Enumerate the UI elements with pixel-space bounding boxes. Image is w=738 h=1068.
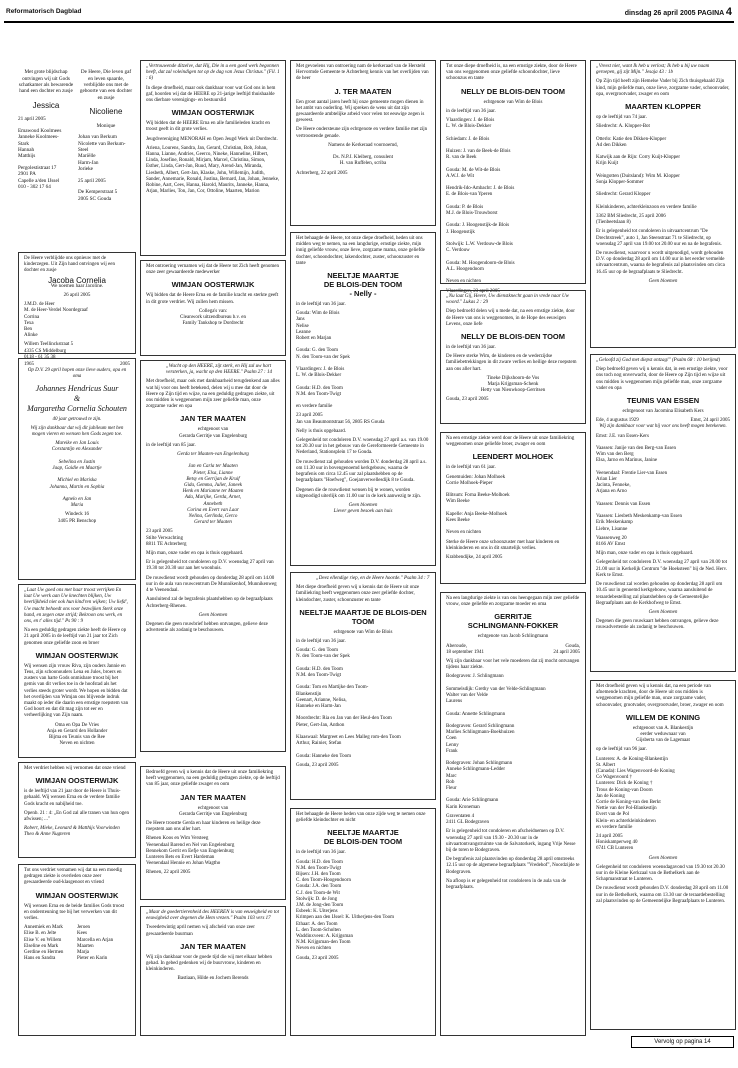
obituary-oosterwijk-family: „Laat Uw goed ons met haar troost verrijken En laat Uw werk aan Uw knechten blijken, Uw heerlijkheid niet ook hun kind'ren wijken; Uw liefd', Uw macht behoedt ons voor bezwijken Sterk onze hand, en zegen onze strijd; Bekroon ons werk, en ons, en t' alles tijd." Ps 90 : 9 Na een geduldig gedragen ziekte heeft de Heere op 21 april 2005 in de leeftijd van 21 jaar tot Zich genomen onze geliefde zoon en broer WIMJAN OOSTERWIJK Wij wensen zijn vrouw Riva, zijn ouders Jannie en Teus, zijn schoonouders Lena en Jules, broers en zusters van harte Gods onmisbare troost bij het gemis van dit verlies toe in de hoofstad als het verlies steeds groter wordt. We hopen en bidden dat het overlijden van Wimjan ons blijvende indruk maakt op ieder die daarin een ernstige roepstem van God hoort en dat dit mag zijn tot eer en verheerlijking van Zijn naam. Oma en Opa De Vries Anja en Gerard den Hollander Bijma en Teunis van de Ree Neven en nichten [18,584,136,758]
continued-on-page-link[interactable]: Vervolg op pagina 14 [631,1036,734,1048]
obituary-schlingmann: Na een langdurige ziekte is van ons heengegaan mijn zeer geliefde vrouw, onze geliefde en zorgzame moeder en oma GERRITJE SCHLINGMANN-FOKKER echtgenote van Jacob Schlingmann Aberoude, 18 september 1941 Gouda, 24 april 2005 Wij zijn dankbaar voor het vele moederen dat zij mocht ontvangen tijdens haar ziekte. Bodegraven: J. Schlingmann Sommelsdijk: Grethy van der Velde-Schlingmann Walter van der Velde Laurens Gouda: Annette Schlingmann Bodegraven: Gerard Schlingmann Marlies Schlingmann-Boekhuizen Coen Lenny Frank Bodegraven: Johan Schlingmann Anneke Schlingmann-Ledder Marc Rob Fleur Gouda: Arie Schlingmann Karin Kroneman Graventaten 4 2411 GL Bodegraven Er is gelegenheid tot condoleren en afscheidnemen op D.V. woensdag 27 april van 19.30 - 20.30 uur in de uitvaartontvangstruimte van de Salvatorkerk, ingang Vrije Nesse bij de toren te Bodegraven. De begrafenis zal plaatsvinden op donderdag 28 april omstreeks 12.15 uur op de algemene begraafplaats "Vredehof", Noordzijde te Bodegraven. Na afloop is er gelegenheid tot condoleren in de aula van de begraafplaats. [440,592,586,1036]
obituary-de-koning: Met droefheid geven wij u kennis dat, na een periode van afnemende krachten, door de Heere uit ons midden is weggenomen mijn geliefde man, onze zorgzame vader, schoonvader, grootvader, overgrootvader, broer, zwager en oom WILLEM DE KONING echtgenoot van A. Blankestijn eerder weduwnaar van Gijsberta van de Lagemaat op de leeftijd van 96 jaar. Lunteren: A. de Koning-Blankestijn St. Albert (Canada): Lies Wagenvoord-de Koning Co Wagenvoord † Lunteren: Dick de Koning † Trous de Koning-van Doorn Jan de Koning Corrie de Koning-van den Berkt Nettie van der Pol-Blankestijn Evert van de Pol Klein- en achterkleinkinderen en verdere familie 24 april 2005 Honiskamperweg 40 6741 CB Lunteren Geen bloemen Gelegenheid tot condoleren woensdagavond van 19.30 tot 20.30 uur in de Kleine Kerkzaal van de Bethelkerk aan de Schapmanstraat te Lunteren. De rouwdienst wordt gehouden D.V. donderdag 28 april om 11.00 uur in de Bethelkerk, waarna om 13.30 uur de teraardebestelling zal plaatsvinden op de Gemeentelijke Begraafplaats te Lunteren. [590,680,736,1030]
obituary-ter-maaten-relatives: Bedroefd geven wij u kennis dat de Heere uit onze familiekring heeft weggenomen, na een geduldig gedragen ziekte, op de leeftijd van 85 jaar, onze geliefde zwager en oom JAN TER MAATEN echtgenoot van Gerarda Gerritje van Engelenburg De Heere troostte Gerda en haar kinderen en heilige deze roepstem aan ons aller hart. Rhenen Koos en Wim Versteeg Veenendaal Barend en Nel van Engelenburg Bennekom Gerrit en Eefje van Engelenburg Lunteren Bets en Evert Hardeman Veenendaal Hennie en Johan Wagtho Rhenen, 22 april 2005 [140,766,286,900]
obituary-oosterwijk-friend: Met verdriet hebben wij vernomen dat onze vriend WIMJAN OOSTERWIJK is de leeftijd van 21 jaar door de Heere is Thuis-gehaald. Wij wensen Erna en de verdere familie Gods kracht en nabijheid toe. Openb. 21 : 4: „En God zal alle tranen van hun ogen afwissen; ..." Robert, Mieke, Leonard & Matthijs Voorwinden Theo & Anne Nugteren [18,762,136,858]
obituary-ter-maaten-family: „Wacht op den HEERE, zijt sterk, en Hij zal uw hart versterken, ja, wacht op den HEERE." Psalm 27 : 14 Met droefheid, maar ook met dankbaarheid terugdenkend aan alles wat hij voor ons heeft betekend, delen wij u mee dat door de Heere op Zijn tijd en wijze, na een geduldig gedragen ziekte, uit ons midden is weggenomen mijn zeer geliefde man, onze zorgzame vader en opa JAN TER MAATEN echtgenoot van Gerarda Gerritje van Engelenburg in de leeftijd van 85 jaar. Gerda ter Maaten-van Engelenburg Jan en Carla ter Maaten Pieter, Elsa, Lianne Betsy en Gerrijan de Kruif Gida, Gemma, Juliet, Janeek Henk en Marianne ter Maaten Ada, Marijke, Gerda, Arnet, Annebeth Corina en Evert van Laar Nelina, Gerlinda, Gerco Gerard ter Maaten 23 april 2005 Stilte Verwachting 8811 TE Achterberg Mijn man, onze vader en opa is thuis opgebaard. Er is gelegenheid tot condoleren op D.V. woensdag 27 april van 19.30 tot 20.30 uur aan het woonhuis. De rouwdienst wordt gehouden op donderdag 28 april om 14.00 uur in de aula van rouwcentrum De Munnikenhof, Munnikenweg 4 te Veenendaal. Aansluitend zal de begrafenis plaatshebben op de begraafplaats Achterberg-Rhenen. Geen bloemen Degenen die geen rouwbrief hebben ontvangen, gelieve deze advertentie als zodanig te beschouwen. [140,360,286,752]
wedding-anniversary-notice: 1965 2005 Op D.V. 29 april hopen onze lieve ouders, opa en oma Johannes Hendricus Suur & Margaretha Cornelia Schouten 40 jaar getrouwd te zijn. Wij zijn dankbaar dat wij dit jubileum met hen mogen vieren en wensen hen Gods zegen toe. Mareike en Jan Louis Corstantijn en Alexander Sebelina en Justin Jaap, Gaidie en Maartje Michiel en Mariska Johanna, Martin en Sophia Agnelo en Jan Maria Windeck 16 3405 PR Benschop [18,358,136,580]
obituary-ter-maaten-church: Met gevoelens van ontroering nam de kerkeraad van de Hersteld Hervormde Gemeente te Achterberg kennis van het overlijden van de heer J. TER MAATEN Een groot aantal jaren heeft hij onze gemeente mogen dienen in het ambt van ouderling. Wij spreken de wens uit dat zijn gewaardeerde ambtelijke arbeid voor velen tot eeuwige zegen is geweest. De Heere ondersteune zijn echtgenote en verdere familie met zijn vertroostende genade. Namens de Kerkeraad voornoemd, Ds. N.P.J. Kleiberg, consulent H. van Ruffelen, scriba Achterberg, 22 april 2005 [290,60,436,226]
classmate-names: Annemiek en Mark Elise B. en Jelte Elise V. en Willem Elseline en Mark Gerdine en Hermen Hans en Sandra Jeroen Kees Marcella en Arjan Maarten Marja Pieter en Karin [24,925,114,962]
life-dates: Aberoude, 18 september 1941 Gouda, 24 april 2005 [446,643,580,655]
obituary-ter-maaten-neighbours: „Maar de goedertierenheid des HEEREN is van eeuwigheid en tot eeuwigheid over degenen die Hem vrezen." Psalm 103 vers 17 Tweedetwintig april nemen wij afscheid van onze zeer gewaardeerde buurman JAN TER MAATEN Wij zijn dankbaar voor de goede tijd die wij met elkaar hebben gehad. In gebed gedenken wij de buurvrouw, kinderen en kleinkinderen. Bastiaan, Hilde en Jochem Berends [140,906,286,1036]
page-date: dinsdag 26 april 2005 PAGINA 4 [624,6,732,18]
newspaper-name: Reformatorisch Dagblad [6,8,82,15]
obituary-molhoek: Na een ernstige ziekte werd door de Heere uit onze familiekring weggenomen onze geliefde broer, zwager en oom LEENDERT MOLHOEK in de leeftijd van 61 jaar. Genemuiden: Johan Molhoek Corrie Molhoek-Pieper Blitsum: Forna Beeke-Molhoek Wim Beeke Kapelle: Anja Beeke-Molhoek Kees Beeke Neven en nichten Sterke de Heere onze schoonzuster met haar kinderen en kleinkinderen en ons in dit smartelijk verlies. Krabbendijke, 24 april 2005 [440,432,586,584]
obituary-oosterwijk-classmates: Tot ons verdriet vernamen wij dat na een moedig gedragen ziekte is overleden onze zeer gewaardeerde oud-klasgenoot en vriend WIMJAN OOSTERWIJK Wij wensen Erna en de beide families Gods troost en ondersteuning toe bij het verwerken van dit verlies. Annemiek en Mark Elise B. en Jelte Elise V. en Willem Elseline en Mark Gerdine en Hermen Hans en Sandra Jeroen Kees Marcella en Arjan Maarten Marja Pieter en Karin [18,864,136,1036]
obituary-de-blois-grandparents: Het behaagde de Heere heden van onze zijde weg te nemen onze geliefde kleindochter en nicht NEELTJE MAARTJE DE BLOIS-DEN TOOM in de leeftijd van 36 jaar. Gouda: H.D. den Toom N.M. den Toom-Twigt Bijsen: J.H. den Toom C. den Toom-Hoogendoorn Gouda: J.A. den Toom C.J. den Toom-de Wit Stolwijk: D. de Jong J.M. de Jong-den Toom Esbeek: K. Uiterjens Krimpen aan den IJssel: K. Uitherjens-den Toom Ethaar: A. den Toom L. den Toom-Scholten Waddinxveen: A. Krijgsman N.M. Krijgsman-den Toom Neven en nichten Gouda, 23 april 2005 [290,808,436,1036]
obituary-de-blois-parents: „Deez ellendige riep, en de Heere hoorde." Psalm 34 : 7 Met diepe droefheid geven wij u kennis dat de Heere uit onze familiekring heeft weggenomen onze zeer geliefde dochter, kleindochter, zuster, schoonzuster en tante NEELTJE MAARTJE DE BLOIS-DEN TOOM echtgenote van Wim de Blois in de leeftijd van 36 jaar. Gouda: G. den Toom N. den Toom-van der Spek Gouda: H.D. den Toom N.M. den Toom-Twigt Gouda: Tom en Martijke den Toom- Blankenstijn Geenart, Arianne, Nelisa, Hanneke en Harm-Jan Moordrecht: Ria en Jan van der Heul-den Toom Pieter, Gert-Jan, Anthon Klaaswaal: Margreet en Lees Malleg rom-den Toom Arthur, Rainier, Stefan Gouda: Hanneke den Toom Gouda, 23 april 2005 [290,572,436,800]
obituary-oosterwijk-youth-board: „Vertrouwende ditzelve, dat Hij, Die in u een goed werk begonnen heeft, dat zal voleindigen tot op de dag van Jezus Christus." (Fil. 1 : 6) In diepe droefheid, maar ook dankbaar voor wat God ons in hem gaf, hoorden wij dat de HEERE op 21-jarige leeftijd thuishaalde ons dierbare verenigings- en bestuurslid WIMJAN OOSTERWIJK Wij bidden dat de HEERE Erna en alle familieleden kracht en troost geeft in dit grote verlies. Jeugdvereniging MENORAH en Open Jeugd Werk uit Dordrecht. Ariena, Lourens, Sandra, Jan, Gerard, Christian, Bob, Johan, Hanna, Lianne, Andries, Geerco, Nineke, Hanneline, Hilbert, Linda, Josefine, Ronald, Mirjam, Marcel, Christina, Simon, Esther, Linda, Gert-Jan, Ruud, Mary, Arend-Jan, Miranda, Liesbeth, Albert, Gert-Jan, Klaske, John, Willemijn, Judith, Sander, Annemarie, Ronald, Justina, Bernard, Jan, Johan, Jenneke, Robine, Aart, Cees, Hanna, Harold, Maurits, Janneke, Hanna, Arjan, Marlies, Ton, Jan, Cor, Ottoline, Maarten, Marion [140,60,286,256]
anniversary-years: 1965 2005 [24,362,130,367]
birth-notice-nicoliene: De Heere, Die leven gaf en leven spaarde, verblijdde ons met de geboorte van een dochter en zusje Nicoliene Monique Johan van Berkum Nicolette van Berkum-Steel Mariëlle Harm-Jan Jorieke 25 april 2005 De Kemperstraat 5 2005 SC Gouda [78,69,133,202]
life-dates: Ede, 4 augustus 1929 Emst, 24 april 2005 [596,418,730,424]
obituary-de-blois-in-laws: Tot onze diepe droefheid is, na een ernstige ziekte, door de Heere van ons weggenomen onze geliefde schoondochter, lieve schoonzus en tante NELLY DE BLOIS-DEN TOOM echtgenote van Wim de Blois in de leeftijd van 36 jaar. Vlaardingen: J. de Blois L. W. de Blois-Dekker Schiedam: J. de Blois Huizen: J. van de Beek-de Blois R. van de Beek Gouda: M. de Wit-de Blois A.W.J. de Wit Hendrik-Ido-Ambacht: J. de Blois E. de Blois-van Yperen Gouda: P. de Blois M.J. de Blois-Trouwborst Gouda: J. Hoogenstijk-de Blois J. Hoogenstijk Stolwijk: L.W. Verdouw-de Blois C. Verdouw Gouda: M. Hoogendoorn-de Blois A.L. Hoogendoorn Neven en nichten Vlaardingen, 23 april 2005 [440,60,586,284]
obituary-klopper: „Vreest niet, want Ik heb u verlost; Ik heb u bij uw naam geroepen, gij zijt Mijn." Jesaja 43 : 1b Op Zijn tijd heeft zijn Hemelse Vader bij Zich thuisgehaald Zijn kind, mijn geliefde man, onze lieve, zorgzame vader, schoonvader, opa, overgrootvader, zwager en oom MAARTEN KLOPPER op de leeftijd van 74 jaar. Sliedrecht: A. Klopper-Bot Otterlo: Katie den Dikken-Klopper Ad den Dikken Katwijk aan de Rijn: Corry Kuijt-Klopper Krijn Kuijt Weingotten (Duitsland): Wim M. Klopper Sonja Klopper-Sommer Sliedrecht: Gerard Klopper Kleinkinderen, achterkleinzoon en verdere familie 3362 BM Sliedrecht, 25 april 2006 (Tienbeetslaan 8) Er is gelegenheid tot condoleren in uitvaartcentrum "De Drechtstreek", auto 1, Jan Steenstraat 71 te Sliedrecht, op woensdag 27 april van 19.00 tot 20.00 uur en na de begrafenis. De rouwdienst, waarvoor u wordt uitgenodigd, wordt gehouden D.V. op donderdag 28 april om 14.00 uur in het eerder vermelde uitvaartcentrum, waarna de begrafenis zal plaatsvinden om circa 16.45 uur op de begraafplaats te Sliedrecht. Geen bloemen [590,60,736,348]
obituary-van-essen: „Geloofd zij God met diepst ontzag!" (Psalm 68 : 10 berijmd) Diep bedroefd geven wij u kennis dat, in een ernstige ziekte, voor ons toch nog onverwacht, door de Heere op Zijn tijd en wijze uit ons midden is weggenomen mijn geliefde man, onze zorgzame vader en opa TEUNIS VAN ESSEN echtgenoot van Jacomina Elisabeth Kers Ede, 4 augustus 1929 Emst, 24 april 2005 Wij zijn dankbaar voor wat hij voor ons heeft mogen betekenen. Emst: J.E. van Essen-Kers Vaassen: Janije van den Berg-van Essen Wim van den Berg Elsa, Jarno en Marinus, Janine Veenendaal: Frentie Lier-van Essen Arian Lier Jacinta, Fenneke, Arjana en Arno Vaassen: Dennis van Essen Vaassen: Liesbeth Meskenkamp-van Essen Erik Meskenkamp Liebre, Lisanne Vaassenweg 20 8166 AV Emst Mijn man, onze vader en opa is thuis opgebaard. Gelegenheid tot condoleren D.V. woensdag 27 april van 20.00 tot 21.00 uur in Kerkelijk Centrum "de Hoeksteen" bij de Ned. Herv. Kerk te Emst. De rouwdienst zal worden gehouden op donderdag 28 april om 10.45 uur in genoemd kerkgebouw, waarna aansluitend de teraardebestelling zal plaatshebben op de Gemeentelijke Begraafplaats aan de Kerkhofweg te Emst. Geen bloemen Degenen die geen rouwkaart hebben ontvangen, gelieve deze rouwadvertentie als zodanig te beschouwen. [590,354,736,672]
birth-notice-jessica: Met grote blijdschap ontvingen wij uit Gods schatkamer als bewarende hand een dochter en zusje Jessica 21 april 2005 Emawoud Koolmees Janneke Koolmees- Stark Hannah Matthijs Pergolestistraat 17 2901 PA Capelle a/den IJssel 010 - 302 17 64 [18,69,74,191]
birth-notice-jacoba: De Heere verblijdde ons opnieuw met de kinderzegen. Uit Zijn hand ontvingen wij een dochter en zusje Jacoba Cornelia We noemen haar Jacoline. 26 april 2005 J.M.D. de Heer M. de Heer-Verdel Noordegraaf Corrina Texa Ben Alinke Willem Teellinckstraat 5 4335 CS Middelburg 0118 - 61 35 38 [18,252,136,354]
obituary-de-blois-friends: „Nu laat Gij, Heere, Uw dienstknecht gaan in vrede naar Uw woord." Lukas 2 : 29 Diep bedroefd delen wij u mede dat, na een ernstige ziekte, door de Heere van ons is weggenomen, in de Hope des eeuwigen Levens, onze liefe NELLY DE BLOIS-DEN TOOM in de leeftijd van 36 jaar. De Heere sterke Wim, de kinderen en de wederzijdse familiebetrekkingen in dit zware verlies en heilige deze roepstem aan ons aller hart. Tineke Dijkshoorn-de Vos Marja Krijgsman-Schenk Hetty van Nieuwkoop-Gerritsen Gouda, 23 april 2005 [440,290,586,424]
obituary-de-blois-husband: Het behaagde de Heere, tot onze diepe droefheid, heden uit ons midden weg te nemen, na een langdurige, ernstige ziekte, mijn innig geliefde vrouw, onze lieve, zorgzame mama, onze geliefde dochter, schoondochter, lakendochter, zuster, schoonzuster en tante NEELTJE MAARTJE DE BLOIS-DEN TOOM - Nelly - in de leeftijd van 36 jaar. Gouda: Wim de Blois Jans Nelise Leanne Robert en Marjan Gouda: G. den Toom N. den Toom-van der Spek Vlaardingen: J. de Blois L. W. de Blois-Dekker Gouda: H.D. den Toom N.M. den Toom-Twigt en verdere familie 23 april 2005 Jan van Beaumontstraat 56, 2805 RS Gouda Nelly is thuis opgebaard. Gelegenheid tot condoleren D.V. woensdag 27 april a.s. van 19.00 tot 20.30 uur in het gebouw van de Gereformeerde Gemeente in Nederland, Stationsplein 17 te Gouda. De rouwdienst zal gehouden worden D.V. donderdag 28 april a.s. om 11.30 uur in bovengenoemd kerkgebouw, waarna de begrafenis om circa 12.45 uur zal plaatshebben op de begraafplaats "Hoefweg", Goejanverwellesdijk 8 te Gouda. Degenen die de rouwdienst wensen bij te wonen, worden uitgenodigd uiterlijk om 11.00 uur in de kerk aanwezig te zijn. Geen bloemen Liever geven besoek aan huis [290,232,436,566]
obituary-oosterwijk-colleagues: Met ontroering vernamen wij dat de Heere tot Zich heeft genomen onze zeer gewaardeerde medewerker WIMJAN OOSTERWIJK Wij bidden dat de Heere Erna en de familie kracht en sterkte geeft in dit grote verdriet. Wij zullen hem missen. Collega's van: Cleanwork uitzendbureau b.v. en Family Tankshop te Dordrecht [140,260,286,356]
page-header [4,5,734,23]
